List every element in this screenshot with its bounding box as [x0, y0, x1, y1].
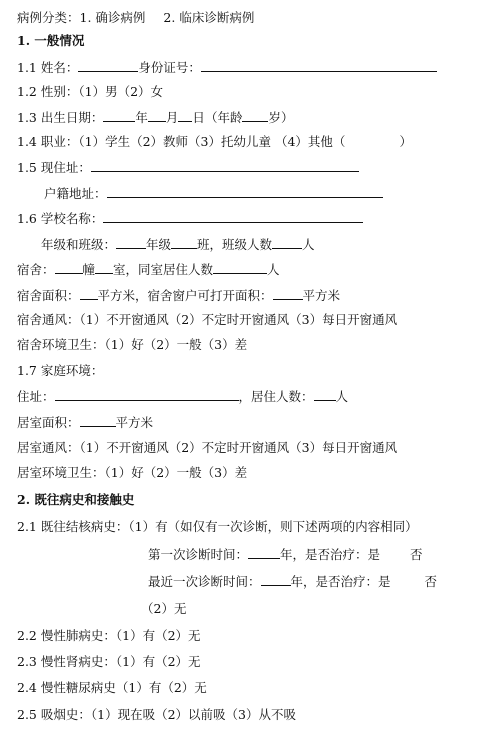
row-home-ventilation: 居室通风：（1）不开窗通风（2）不定时开窗通风（3）每日开窗通风 [17, 440, 398, 455]
row-home-area: 居室面积： 平方米 [17, 415, 154, 430]
birth-year-field[interactable] [103, 109, 135, 122]
row-hukou: 户籍地址： [44, 185, 383, 202]
row-2-5: 2.5 吸烟史：（1）现在吸（2）以前吸（3）从不吸 [17, 707, 296, 722]
row-2-1: 2.1 既往结核病史：（1）有（如仅有一次诊断，则下述两项的内容相同） [17, 519, 418, 534]
home-hygiene-options[interactable]: （1）好（2）一般（3）差 [104, 465, 248, 480]
window-area-field[interactable] [273, 287, 303, 300]
row-1-2: 1.2 性别：（1）男（2）女 [17, 84, 164, 99]
last-treatment-no[interactable]: 否 [424, 574, 438, 589]
row-2-4: 2.4 慢性糖尿病史（1）有（2）无 [17, 680, 207, 695]
kidney-disease-options[interactable]: （1）有（2）无 [115, 654, 201, 669]
diabetes-options[interactable]: （1）有（2）无 [115, 680, 207, 695]
hukou-address-field[interactable] [107, 185, 383, 198]
row-1-6: 1.6 学校名称： [17, 210, 363, 227]
dorm-area-field[interactable] [80, 287, 98, 300]
birth-day-field[interactable] [178, 109, 192, 122]
home-ventilation-options[interactable]: （1）不开窗通风（2）不定时开窗通风（3）每日开窗通风 [79, 440, 398, 455]
row-grade-class: 年级和班级： 年级 班，班级人数 人 [41, 237, 315, 252]
case-classification: 病例分类：1. 确诊病例 2. 临床诊断病例 [17, 10, 255, 25]
current-address-field[interactable] [91, 159, 359, 172]
dorm-building-field[interactable] [55, 261, 83, 274]
class-size-field[interactable] [272, 236, 302, 249]
section-2-title: 2. 既往病史和接触史 [17, 492, 135, 507]
row-last-diagnosis: 最近一次诊断时间： 年，是否治疗：是 否 [148, 574, 438, 589]
gender-options[interactable]: （1）男（2）女 [78, 84, 164, 99]
section-1-title: 1. 一般情况 [17, 33, 85, 48]
row-dorm: 宿舍： 幢 室，同室居住人数 人 [17, 262, 280, 277]
row-2-2: 2.2 慢性肺病史：（1）有（2）无 [17, 628, 201, 643]
grade-field[interactable] [116, 236, 146, 249]
row-dorm-hygiene: 宿舍环境卫生：（1）好（2）一般（3）差 [17, 337, 248, 352]
row-home-hygiene: 居室环境卫生：（1）好（2）一般（3）差 [17, 465, 248, 480]
class-field[interactable] [171, 236, 197, 249]
row-1-1: 1.1 姓名： 身份证号： [17, 59, 437, 76]
first-diagnosis-year-field[interactable] [248, 546, 280, 559]
name-field[interactable] [78, 59, 138, 72]
row-first-diagnosis: 第一次诊断时间： 年，是否治疗：是 否 [148, 547, 423, 562]
occupation-options[interactable]: （1）学生（2）教师（3）托幼儿童 （4）其他（ [78, 134, 346, 149]
school-name-field[interactable] [103, 210, 363, 223]
birth-month-field[interactable] [148, 109, 166, 122]
first-treatment-no[interactable]: 否 [410, 547, 423, 562]
home-address-field[interactable] [55, 388, 239, 401]
row-1-5: 1.5 现住址： [17, 159, 359, 176]
id-number-field[interactable] [201, 59, 437, 72]
home-residents-field[interactable] [314, 388, 336, 401]
tb-history-yes-option[interactable]: （1）有（如仅有一次诊断，则下述两项的内容相同） [128, 519, 418, 534]
row-dorm-area: 宿舍面积： 平方米，宿舍窗户可打开面积： 平方米 [17, 288, 341, 303]
dorm-hygiene-options[interactable]: （1）好（2）一般（3）差 [104, 337, 248, 352]
dorm-ventilation-options[interactable]: （1）不开窗通风（2）不定时开窗通风（3）每日开窗通风 [79, 312, 398, 327]
last-diagnosis-year-field[interactable] [261, 573, 291, 586]
dorm-room-field[interactable] [95, 261, 113, 274]
roommates-field[interactable] [213, 261, 267, 274]
lung-disease-options[interactable]: （1）有（2）无 [115, 628, 201, 643]
tb-history-no-option[interactable]: （2）无 [141, 601, 187, 616]
smoking-options[interactable]: （1）现在吸（2）以前吸（3）从不吸 [90, 707, 296, 722]
home-area-field[interactable] [80, 414, 116, 427]
row-1-7: 1.7 家庭环境： [17, 363, 104, 378]
row-1-4: 1.4 职业：（1）学生（2）教师（3）托幼儿童 （4）其他（ ） [17, 134, 412, 149]
row-home-address: 住址： ，居住人数： 人 [17, 389, 349, 404]
row-dorm-ventilation: 宿舍通风：（1）不开窗通风（2）不定时开窗通风（3）每日开窗通风 [17, 312, 398, 327]
row-1-3: 1.3 出生日期： 年 月 日（年龄 岁） [17, 110, 294, 125]
age-field[interactable] [242, 109, 268, 122]
row-2-3: 2.3 慢性肾病史：（1）有（2）无 [17, 654, 201, 669]
